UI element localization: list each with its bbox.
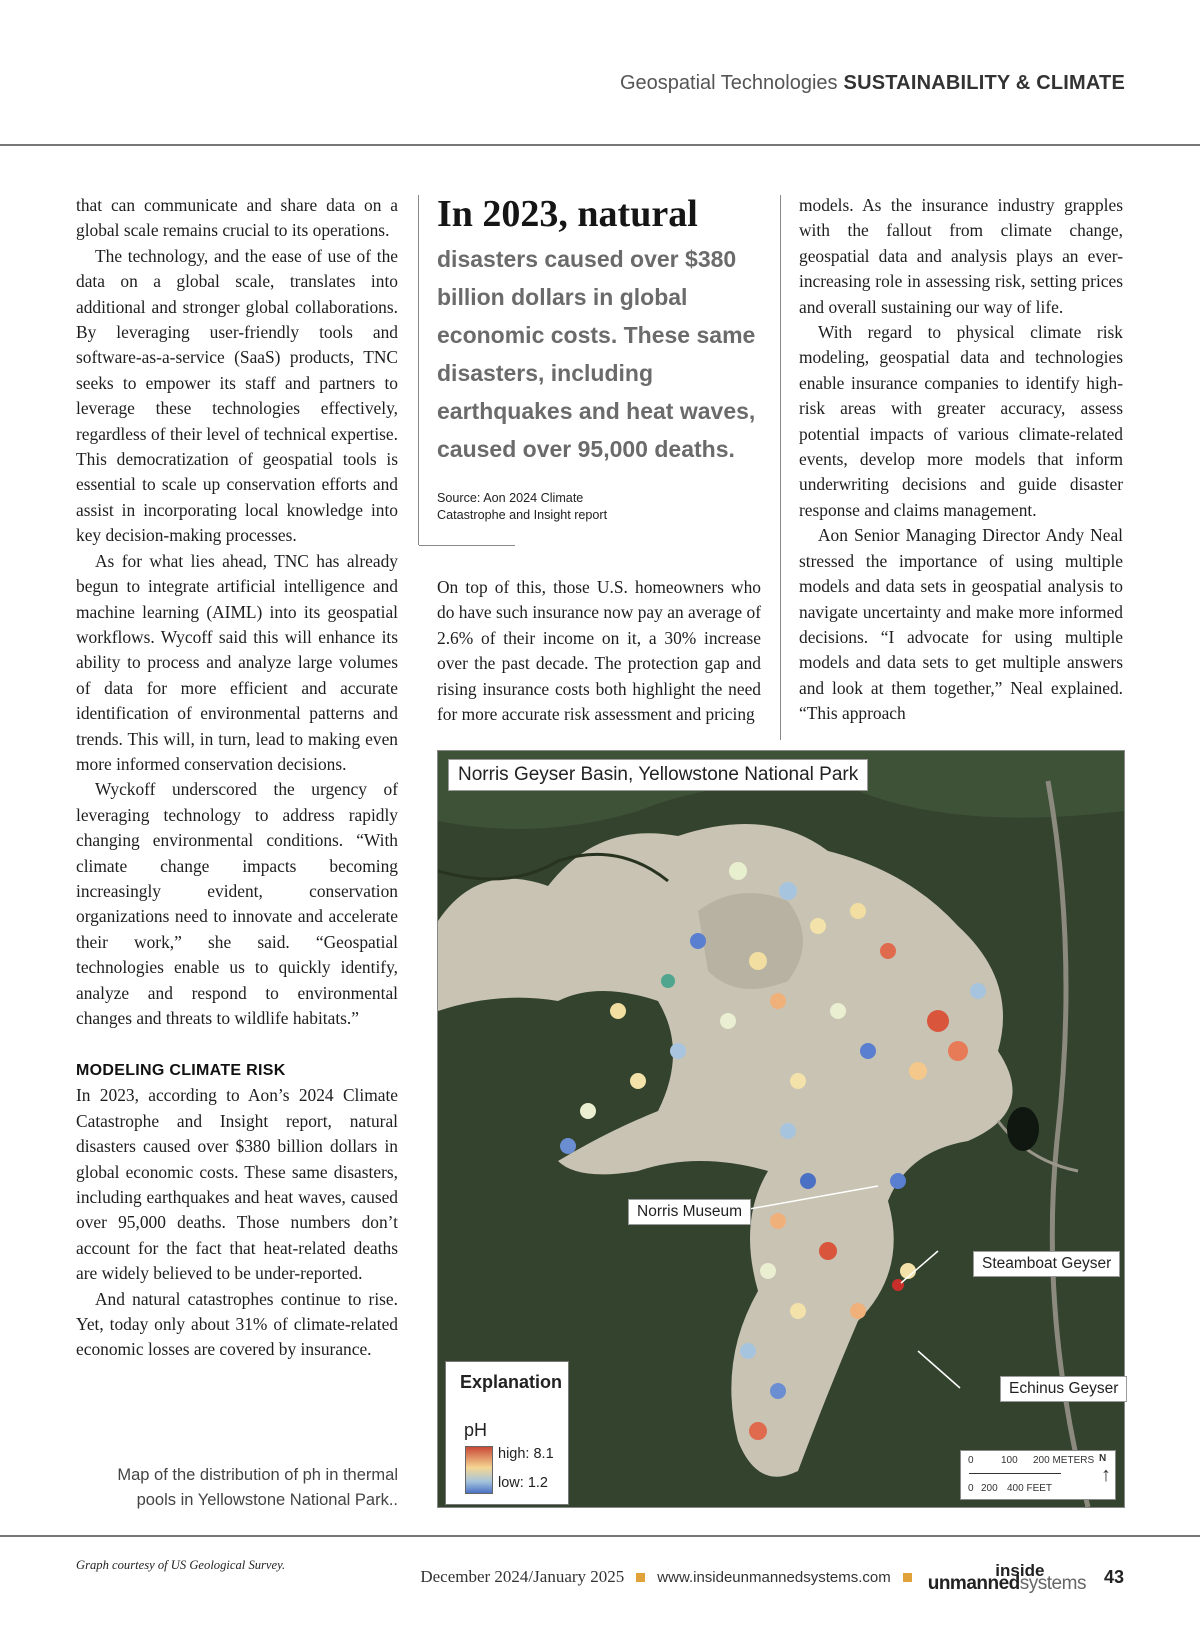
left-column bbox=[76, 193, 398, 1363]
middle-column bbox=[437, 575, 761, 727]
label-steamboat-geyser: Steamboat Geyser bbox=[973, 1251, 1120, 1277]
paragraph: The technology, and the ease of use of the data on a global scale, translates into additional and stronger global collaborations. By leveraging user-friendly tools and software-as-a-service (SaaS) products, TNC seeks to empower its staff and partners to leverage these technologies effectively, regardless of their level of technical expertise. This democratization of geospatial tools is essential to scale up conservation efforts and assist in incorporating local knowledge into key decision-making processes. bbox=[76, 245, 398, 546]
ph-point bbox=[560, 1138, 576, 1154]
ph-point bbox=[749, 952, 767, 970]
brand-logo-light: systems bbox=[1019, 1573, 1086, 1594]
ph-point bbox=[909, 1062, 927, 1080]
scale-meters-200: 200 METERS bbox=[1033, 1455, 1095, 1466]
ph-point bbox=[630, 1073, 646, 1089]
page-number: 43 bbox=[1103, 1566, 1124, 1587]
paragraph: In 2023, according to Aon’s 2024 Climate Catastrophe and Insight report, natural disasters caused over $380 billion dollars in global economic costs. These same disasters, including earthquakes and heat waves, caused over 95,000 deaths. Those numbers don’t account for the fact that heat-related deaths are widely believed to be under-reported. bbox=[76, 1085, 398, 1284]
header-rule bbox=[0, 144, 1200, 146]
paragraph: And natural catastrophes continue to rise. Yet, today only about 31% of climate-related economic losses are covered by insurance. bbox=[76, 1288, 398, 1360]
column-divider bbox=[418, 195, 419, 545]
footer bbox=[420, 1560, 1124, 1594]
legend-variable: pH bbox=[464, 1420, 488, 1440]
north-arrow-label: N bbox=[1099, 1453, 1107, 1464]
section-subhead: MODELING CLIMATE RISK bbox=[76, 1062, 286, 1080]
ph-point bbox=[740, 1343, 756, 1359]
ph-point bbox=[610, 1003, 626, 1019]
ph-point bbox=[948, 1041, 968, 1061]
ph-map-figure bbox=[437, 750, 1125, 1508]
paragraph: Wyckoff underscored the urgency of leveraging technology to address rapidly changing environmental conditions. “With climate change impacts becoming increasingly evident, conservation organizations need to innovate and accelerate their work,” she said. “Geospatial technologies enable us to quickly identify, analyze and respond to environmental changes and threats to wildlife habitats.” bbox=[76, 779, 398, 1028]
ph-point bbox=[927, 1010, 949, 1032]
paragraph: Aon Senior Managing Director Andy Neal stressed the importance of using multiple models and data sets in geospatial analysis to navigate uncertainty and make more informed decisions. “I advocate for using multiple models and data sets to get multiple answers and look at them together,” Neal explained. “This approach bbox=[799, 525, 1123, 724]
paragraph: As for what lies ahead, TNC has already begun to integrate artificial intelligence and machine learning (AIML) into its geospatial workflows. Wycoff said this will enhance its ability to process and analyze large volumes of data for more efficient and accurate identification of environmental patterns and trends. This will, in turn, lead to making even more informed conservation decisions. bbox=[76, 550, 398, 774]
bullet-square-icon bbox=[636, 1573, 645, 1582]
legend-title: Explanation bbox=[460, 1372, 563, 1392]
issue-date: December 2024/January 2025 bbox=[420, 1567, 625, 1586]
column-divider bbox=[780, 195, 781, 740]
ph-point bbox=[770, 993, 786, 1009]
legend-high: high: 8.1 bbox=[498, 1446, 554, 1462]
ph-point bbox=[850, 903, 866, 919]
ph-point bbox=[661, 974, 675, 988]
north-arrow-icon: ↑ bbox=[1101, 1464, 1111, 1486]
ph-point bbox=[810, 918, 826, 934]
header-section-name: Geospatial Technologies bbox=[619, 72, 838, 94]
map-title: Norris Geyser Basin, Yellowstone National Park bbox=[448, 759, 868, 791]
ph-point bbox=[892, 1279, 904, 1291]
right-column bbox=[799, 193, 1123, 727]
ph-point bbox=[770, 1213, 786, 1229]
paragraph: On top of this, those U.S. homeowners who do have such insurance now pay an average of 2.6% of their income on it, a 30% increase over the past decade. The protection gap and rising insurance costs both highlight the need for more accurate risk assessment and pricing bbox=[437, 577, 761, 725]
ph-point bbox=[749, 1422, 767, 1440]
ph-point bbox=[780, 1123, 796, 1139]
label-norris-museum: Norris Museum bbox=[628, 1199, 751, 1225]
brand-logo-top: inside bbox=[995, 1561, 1045, 1580]
map-legend bbox=[445, 1361, 569, 1505]
paragraph: that can communicate and share data on a global scale remains crucial to its operations. bbox=[76, 195, 398, 241]
bullet-square-icon bbox=[903, 1573, 912, 1582]
ph-point bbox=[890, 1173, 906, 1189]
pull-quote-rule bbox=[419, 545, 515, 546]
ph-point bbox=[690, 933, 706, 949]
ph-point bbox=[970, 983, 986, 999]
ph-color-ramp bbox=[465, 1446, 493, 1494]
ph-point bbox=[770, 1383, 786, 1399]
ph-point bbox=[860, 1043, 876, 1059]
paragraph: models. As the insurance industry grapples with the fallout from climate change, geospatial data and analysis plays an ever-increasing role in assessing risk, setting prices and overall sustaining our way of life. bbox=[799, 195, 1123, 317]
scale-feet-0: 0 bbox=[968, 1483, 974, 1494]
scale-line bbox=[969, 1473, 1061, 1474]
ph-point bbox=[850, 1303, 866, 1319]
map-caption: Map of the distribution of ph in thermal pools in Yellowstone National Park.. bbox=[117, 1466, 398, 1509]
footer-rule bbox=[0, 1535, 1200, 1537]
website-link[interactable]: www.insideunmannedsystems.com bbox=[657, 1568, 891, 1586]
pull-quote-headline: In 2023, natural bbox=[437, 193, 698, 235]
brand-logo bbox=[927, 1561, 1086, 1594]
graph-credit: Graph courtesy of US Geological Survey. bbox=[76, 1558, 286, 1572]
label-echinus-geyser: Echinus Geyser bbox=[1000, 1376, 1127, 1402]
scale-meters-0: 0 bbox=[968, 1455, 974, 1466]
scale-feet-400: 400 FEET bbox=[1007, 1483, 1053, 1494]
ph-point bbox=[880, 943, 896, 959]
paragraph: With regard to physical climate risk modeling, geospatial data and technologies enable insurance companies to identify high-risk areas with greater accuracy, assess potential impacts of various climate-related events, develop more models that inform underwriting decisions and guide disaster response and claims management. bbox=[799, 322, 1123, 520]
ph-point bbox=[720, 1013, 736, 1029]
pull-quote-source: Source: Aon 2024 Climate Catastrophe and Insight report bbox=[437, 491, 608, 522]
scale-feet-200: 200 bbox=[981, 1483, 998, 1494]
ph-point bbox=[580, 1103, 596, 1119]
ph-point bbox=[790, 1303, 806, 1319]
header-category: SUSTAINABILITY & CLIMATE bbox=[843, 72, 1125, 94]
pull-quote bbox=[437, 188, 767, 524]
ph-point bbox=[729, 862, 747, 880]
ph-point bbox=[830, 1003, 846, 1019]
ph-point bbox=[819, 1242, 837, 1260]
legend-low: low: 1.2 bbox=[498, 1475, 548, 1491]
running-header bbox=[620, 72, 1125, 95]
scale-bar bbox=[960, 1450, 1116, 1500]
ph-point bbox=[779, 882, 797, 900]
ph-point bbox=[760, 1263, 776, 1279]
ph-point bbox=[790, 1073, 806, 1089]
pull-quote-body: disasters caused over $380 billion dollars in global economic costs. These same disasters, including earthquakes and heat waves, caused over 95,000 deaths. bbox=[437, 246, 756, 462]
ph-point bbox=[800, 1173, 816, 1189]
brand-logo-bold: unmanned bbox=[927, 1573, 1020, 1594]
ph-point bbox=[670, 1043, 686, 1059]
scale-meters-100: 100 bbox=[1001, 1455, 1018, 1466]
